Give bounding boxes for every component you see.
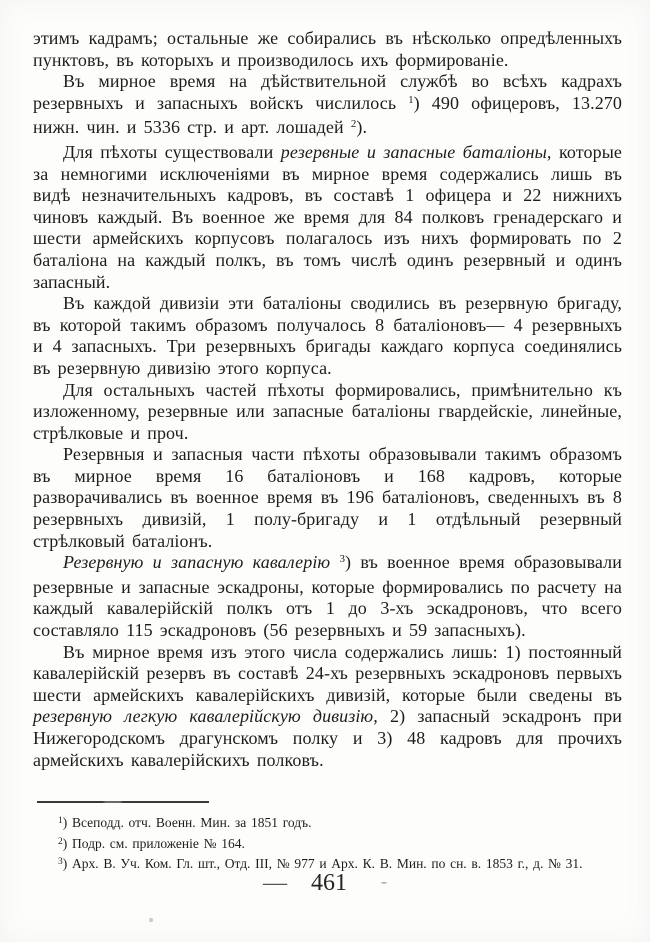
paragraph (33, 293, 622, 379)
paragraph (33, 71, 622, 142)
page-number-left-dash: — (263, 870, 285, 896)
text-run: Въ каждой дивизіи эти баталіоны сводились въ резервную бригаду, въ которой такимъ образомъ получалось 8 баталіоновъ— 4 резервныхъ и 4 запасныхъ. Три резервныхъ бригады каждаго корпуса соединялись въ резервную дивизію этого корпуса. (33, 293, 622, 378)
text-run: Въ мирное время изъ этого числа содержались лишь: 1) постоянный кавалерійскій резервъ въ составѣ 24-хъ резервныхъ эскадроновъ первыхъ шести армейскихъ кавалерійскихъ дивизій, которые были сведены въ (33, 641, 622, 705)
page-number: 461 (311, 870, 347, 896)
footnote-separator-rule (37, 801, 209, 803)
footnote-text: ) Арх. В. Уч. Ком. Гл. шт., Отд. III, № 977 и Арх. К. В. Мин. по сн. в. 1853 г., д. № 31. (62, 856, 583, 871)
footnote-marker: 1 (58, 816, 63, 826)
footnotes-block (58, 814, 620, 876)
text-run: Резервную и запасную кавалерію (63, 552, 331, 573)
paragraph (33, 28, 622, 71)
paragraph (33, 552, 622, 641)
text-run: которые за немногими исключеніями въ мирное время содержались лишь въ видѣ незначительныхъ кадровъ, въ составѣ 1 офицера и 22 нижнихъ чиновъ каждый. Въ военное же время для 84 полковъ гренадерскаго и шести армейскихъ корпусовъ полагалось изъ нихъ формировать по 2 баталіона на каждый полкъ, въ томъ числѣ одинъ резервный и одинъ запасный. (33, 141, 622, 292)
text-block (33, 28, 622, 771)
text-run: Для пѣхоты существовали (63, 141, 281, 162)
paragraph (33, 444, 622, 552)
text-run: резервную легкую кавалерійскую дивизію, (33, 706, 378, 727)
scan-smudge (149, 918, 153, 922)
footnote-reference: 1 (408, 93, 414, 106)
text-run: этимъ кадрамъ; остальные же собирались въ нѣсколько опредѣленныхъ пунктовъ, въ которыхъ и производилось ихъ формированіе. (33, 28, 622, 70)
footnote-reference: 2 (350, 118, 357, 131)
text-run: 2) запасный эскадронъ при Нижегородскомъ драгунскомъ полку и 3) 48 кадровъ для прочихъ армейскихъ кавалерійскихъ полковъ. (33, 706, 622, 770)
footnote-marker: 2 (58, 836, 63, 847)
text-run: Резервныя и запасныя части пѣхоты образовывали такимъ образомъ въ мирное время 16 баталіоновъ и 168 кадровъ, которые разворачивались въ военное время въ 196 баталіоновъ, сведенныхъ въ 8 резервныхъ дивизій, 1 полу-бригаду и 1 отдѣльный резервный стрѣлковый баталіонъ. (33, 444, 622, 551)
text-run: ). (356, 117, 368, 138)
text-run: резервные и запасные баталіоны, (280, 141, 552, 162)
paragraph (33, 142, 622, 293)
text-run: Для остальныхъ частей пѣхоты формировались, примѣнительно къ изложенному, резервные или запасные баталіоны гвардейскіе, линейные, стрѣлковые и проч. (33, 379, 622, 443)
footnote-text: ) Подр. см. приложеніе № 164. (62, 835, 245, 851)
footnote-reference: 3 (339, 553, 345, 566)
text-run: ) 490 офицеровъ, 13.270 нижн. чин. и 5336 стр. и арт. лошадей (33, 92, 622, 138)
paragraph (33, 380, 622, 445)
footnote-text: ) Всеподд. отч. Военн. Мин. за 1851 годъ. (62, 815, 312, 830)
text-run: ) въ военное время образовывали резервные и запасные эскадроны, которые формировались по расчету на каждый кавалерійскій полкъ отъ 1 до 3-хъ эскадроновъ, что всего составляло 115 эскадроновъ (56 резервныхъ и 59 запасныхъ). (33, 552, 622, 641)
footnote (58, 835, 620, 856)
text-run: Въ мирное время на дѣйствительной службѣ во всѣхъ кадрахъ резервныхъ и запасныхъ войскъ числилось (33, 71, 622, 113)
page-number-line (0, 870, 650, 897)
page-number-right-dash: - (381, 871, 387, 891)
paragraph (33, 642, 622, 772)
footnote (58, 814, 620, 835)
footnote-marker: 3 (58, 857, 63, 867)
